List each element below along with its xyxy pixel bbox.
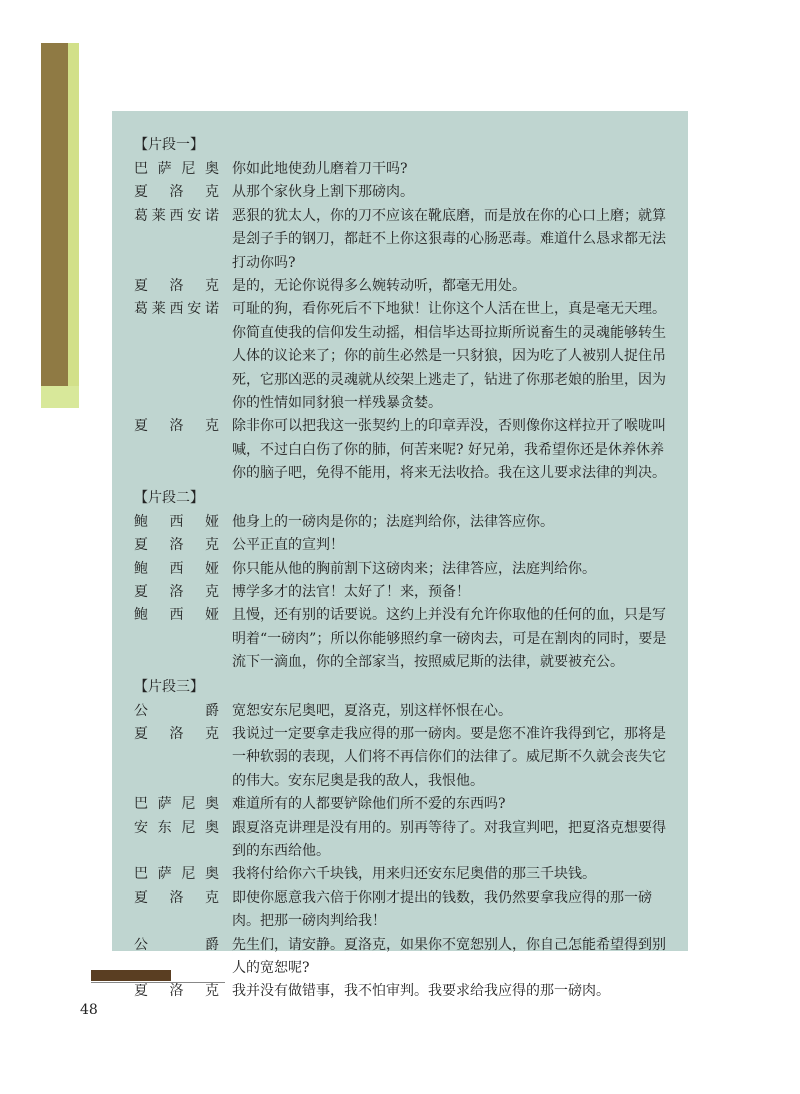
speech-line: 我说过一定要拿走我应得的那一磅肉。要是您不准许我得到它，那将是 [232,725,666,742]
footer-accent-bar [91,970,171,981]
dialogue-line [134,511,664,534]
speech-line: 除非你可以把我这一张契约上的印章弄没，否则像你这样拉开了喉咙叫 [232,418,666,435]
speaker-name: 夏洛克 [134,184,219,201]
dialogue-line [134,158,664,181]
dialogue-line [134,700,664,723]
speaker-name: 夏洛克 [134,983,219,1000]
speech-line: 先生们，请安静。夏洛克，如果你不宽恕别人，你自己怎能希望得到别 [232,936,666,953]
speech-line: 喊，不过白白伤了你的肺，何苦来呢? 好兄弟，我希望你还是休养休养 [232,441,664,458]
speech-text [219,275,664,298]
speech-line: 死，它那凶恶的灵魂就从绞架上逃走了，钻进了你那老娘的胎里，因为 [232,371,666,388]
speaker-name: 夏洛克 [134,889,219,906]
speaker-name: 夏洛克 [134,583,219,600]
footer-rule [91,982,225,983]
speech-text [219,863,664,886]
speaker-name: 巴萨尼奥 [134,866,219,883]
dialogue-line [134,534,664,557]
segment-title: 【片段一】 [134,137,204,153]
speech-text [219,980,664,1003]
speech-line: 你如此地使劲儿磨着刀干吗? [232,161,408,177]
speech-line: 人的宽恕呢? [232,960,310,976]
speech-line: 流下一滴血，你的全部家当，按照威尼斯的法律，就要被充公。 [232,654,624,671]
speech-line: 恶狠的犹太人，你的刀不应该在靴底磨，而是放在你的心口上磨；就算 [232,207,666,224]
speech-line: 我将付给你六千块钱，用来归还安东尼奥借的那三千块钱。 [232,866,596,883]
dialogue-line [134,980,664,1003]
dialogue-line [134,887,664,934]
dialogue-line [134,415,664,485]
speaker-name: 公爵 [134,702,219,719]
speech-text [219,415,666,485]
speaker-name: 安东尼奥 [134,819,219,836]
speech-line: 是刽子手的钢刀，都赶不上你这狠毒的心肠恶毒。难道什么恳求都无法 [232,231,666,248]
speech-line: 且慢，还有别的话要说。这约上并没有允许你取他的任何的血，只是写 [232,607,666,624]
speech-line: 一种软弱的表现，人们将不再信你们的法律了。威尼斯不久就会丧失它 [232,749,666,766]
speech-line: 可耻的狗，看你死后不下地狱！让你这个人活在世上，真是毫无天理。 [232,301,666,318]
dialogue-line [134,581,664,604]
dialogue-line [134,275,664,298]
decorative-bar-pale [41,386,79,408]
speech-text [219,604,666,674]
dialogue-line [134,205,664,275]
speech-text [219,793,664,816]
dialogue-line [134,817,664,864]
speech-text [219,511,664,534]
speech-line: 你只能从他的胸前割下这磅肉来；法律答应，法庭判给你。 [232,560,596,577]
speech-line: 到的东西给他。 [232,842,330,859]
dialogue-line [134,863,664,886]
speaker-name: 葛莱西安诺 [134,301,219,318]
speech-line: 博学多才的法官！太好了！来，预备！ [232,583,470,600]
speaker-name: 公爵 [134,936,219,953]
speech-line: 你简直使我的信仰发生动摇，相信毕达哥拉斯所说畜生的灵魂能够转生 [232,324,666,341]
speech-line: 你的性情如同豺狼一样残暴贪婪。 [232,395,442,412]
excerpt-panel [112,111,688,1000]
speech-line: 难道所有的人都要铲除他们所不爱的东西吗? [232,796,506,813]
speech-text [219,817,666,864]
speech-text [219,298,666,415]
speaker-name: 巴萨尼奥 [134,161,219,177]
speaker-name: 夏洛克 [134,725,219,742]
speech-text [219,887,664,934]
page-number: 48 [80,1002,98,1018]
speech-line: 我并没有做错事，我不怕审判。我要求给我应得的那一磅肉。 [232,983,610,1000]
speaker-name: 夏洛克 [134,418,219,435]
speaker-name: 巴萨尼奥 [134,796,219,813]
speech-text [219,205,666,275]
speech-line: 你的脑子吧，免得不能用，将来无法收拾。我在这儿要求法律的判决。 [232,465,666,482]
speaker-name: 夏洛克 [134,537,219,554]
speech-text [219,934,666,981]
decorative-bar-lime [68,43,79,386]
decorative-bar-olive [41,43,68,386]
speech-text [219,158,664,181]
speaker-name: 夏洛克 [134,278,219,295]
dialogue-line [134,793,664,816]
speech-text [219,581,664,604]
speech-line: 公平正直的宣判！ [232,537,344,554]
dialogue-line [134,181,664,204]
speech-text [219,181,664,204]
speech-line: 宽恕安东尼奥吧，夏洛克，别这样怀恨在心。 [232,702,512,719]
speech-text [219,723,666,793]
speech-line: 是的，无论你说得多么婉转动听，都毫无用处。 [232,278,526,295]
speech-line: 跟夏洛克讲理是没有用的。别再等待了。对我宣判吧，把夏洛克想要得 [232,819,666,836]
speech-line: 的伟大。安东尼奥是我的敌人，我恨他。 [232,772,484,789]
dialogue-line [134,298,664,415]
speaker-name: 鲍西娅 [134,560,219,577]
segment-title: 【片段三】 [134,678,204,695]
dialogue-line [134,723,664,793]
speech-line: 肉。把那一磅肉判给我！ [232,913,386,930]
speech-text [219,534,664,557]
segment-title: 【片段二】 [134,489,204,506]
dialogue-line [134,604,667,674]
speech-line: 打动你吗? [232,254,296,271]
speaker-name: 葛莱西安诺 [134,207,219,224]
speech-line: 他身上的一磅肉是你的；法庭判给你，法律答应你。 [232,513,554,530]
speech-line: 明着“一磅肉”；所以你能够照约拿一磅肉去，可是在割肉的同时，要是 [232,630,667,647]
speech-text [219,558,664,581]
speech-line: 从那个家伙身上割下那磅肉。 [232,184,414,201]
speaker-name: 鲍西娅 [134,513,219,530]
dialogue-line [134,934,664,981]
dialogue-line [134,558,664,581]
speech-text [219,700,664,723]
speaker-name: 鲍西娅 [134,607,219,624]
speech-line: 即使你愿意我六倍于你刚才提出的钱数，我仍然要拿我应得的那一磅 [232,889,652,906]
speech-line: 人体的议论来了；你的前生必然是一只豺狼，因为吃了人被别人捉住吊 [232,348,666,365]
